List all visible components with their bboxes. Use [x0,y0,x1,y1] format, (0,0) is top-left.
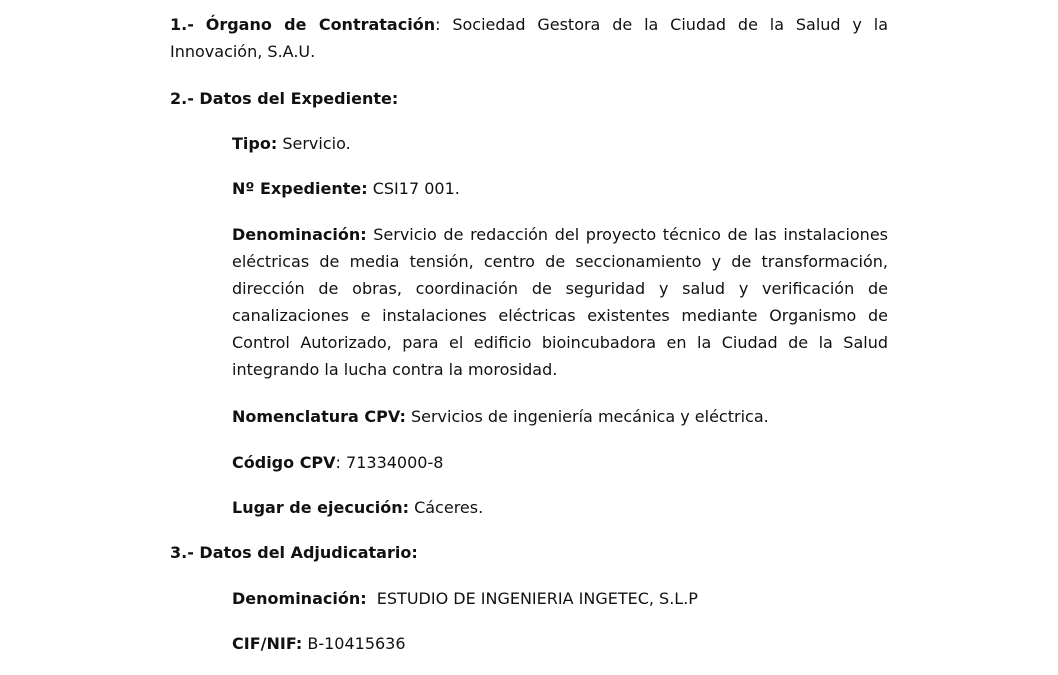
field-codigo-cpv [232,449,888,476]
field-lugar-ejecucion [232,494,888,521]
section-1-label: Órgano de Contratación [205,15,436,34]
field-lugar-ejecucion-label: Lugar de ejecución: [232,498,409,517]
field-cif-nif-value: B-10415636 [302,634,406,653]
field-adjudicatario-denominacion-value: ESTUDIO DE INGENIERIA INGETEC, S.L.P [366,589,698,608]
field-codigo-cpv-value: : 71334000-8 [335,453,444,472]
field-adjudicatario-denominacion [232,585,888,612]
field-denominacion-label: Denominación: [232,225,367,244]
section-3-title: 3.- Datos del Adjudicatario: [170,543,418,562]
field-expediente-value: CSI17 001. [367,179,460,198]
field-cif-nif [232,630,888,657]
field-tipo-label: Tipo: [232,134,278,153]
field-cif-nif-label: CIF/NIF: [232,634,303,653]
field-nomenclatura-cpv-label: Nomenclatura CPV: [232,407,406,426]
field-lugar-ejecucion-value: Cáceres. [408,498,484,517]
field-adjudicatario-denominacion-label: Denominación: [232,589,367,608]
field-nomenclatura-cpv [232,403,888,430]
field-denominacion [232,221,888,383]
field-expediente [232,175,888,202]
section-1-value: : Sociedad Gestora de la Ciudad de la Salud y la Innovación, S.A.U. [170,15,889,61]
field-denominacion-value: Servicio de redacción del proyecto técnico de las instalaciones eléctricas de media tensión, centro de seccionamiento y de transformación, dirección de obras, coordinación de seguridad y salud y verificación de canalizaciones e instalaciones eléctricas existentes mediante Organismo de Control Autorizado, para el edificio bioincubadora en la Ciudad de la Salud integrando la lucha contra la morosidad. [232,225,888,379]
field-tipo [232,130,888,157]
field-nomenclatura-cpv-value: Servicios de ingeniería mecánica y eléctrica. [405,407,769,426]
field-tipo-value: Servicio. [277,134,351,153]
section-2-title: 2.- Datos del Expediente: [170,89,399,108]
section-1-number: 1.- [170,15,194,34]
section-1-organo [170,11,888,65]
field-codigo-cpv-label: Código CPV [232,453,336,472]
field-expediente-label: Nº Expediente: [232,179,368,198]
